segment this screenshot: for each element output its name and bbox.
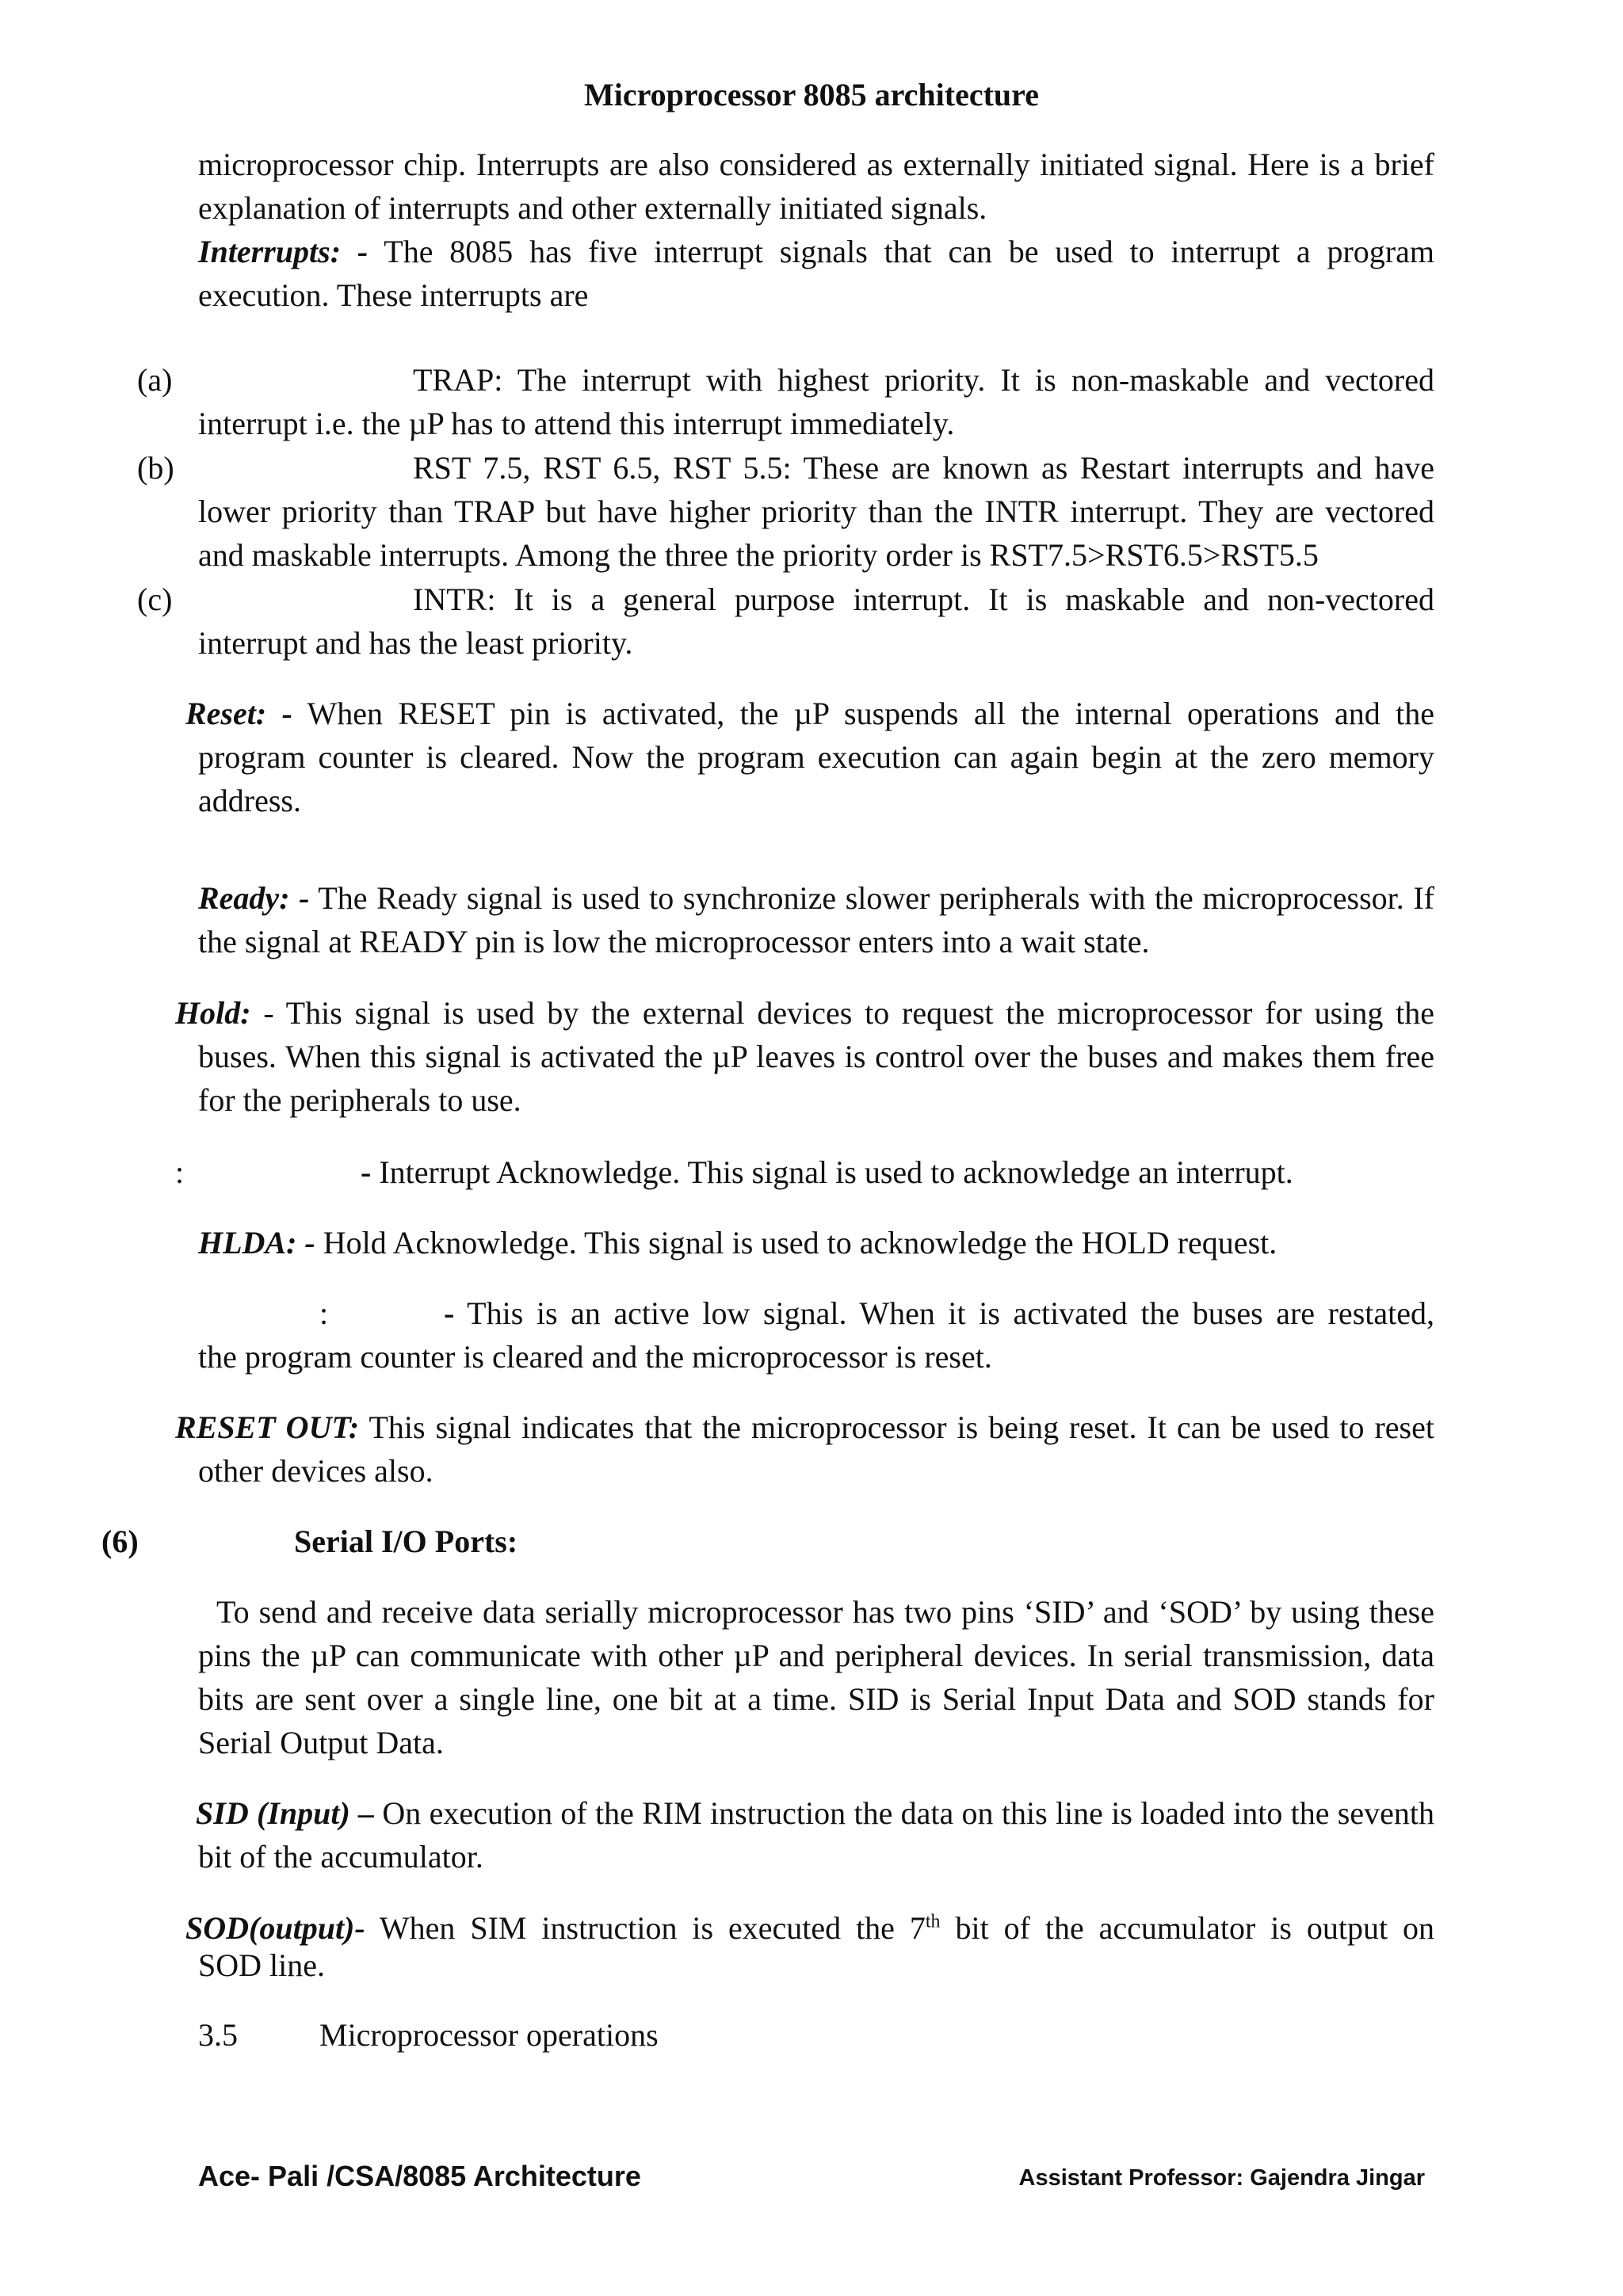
- reset-in-rest: the program counter is cleared and the microprocessor is reset.: [198, 1339, 992, 1375]
- section-title: Microprocessor operations: [319, 2017, 659, 2053]
- ready-paragraph: [198, 876, 1434, 963]
- reset-in-dash: -: [444, 1295, 455, 1331]
- serial-heading: Serial I/O Ports:: [294, 1524, 518, 1559]
- section-number: 3.5: [198, 2017, 238, 2053]
- inta-dash: -: [361, 1154, 372, 1190]
- serial-number: (6): [101, 1524, 139, 1559]
- item-c-marker: (c): [137, 582, 173, 617]
- reset-term: Reset: -: [185, 696, 292, 731]
- reset-in-first: This is an active low signal. When it is activated the buses are restated,: [454, 1295, 1434, 1331]
- sid-term: SID (Input) –: [196, 1795, 375, 1831]
- sod-rest: SOD line.: [198, 1947, 325, 1983]
- reset-out-text: This signal indicates that the microprocessor is being reset. It can be used to reset other devices also.: [198, 1409, 1434, 1489]
- hlda-term: HLDA: -: [198, 1225, 315, 1261]
- page-title: Microprocessor 8085 architecture: [584, 77, 1039, 113]
- item-b-marker: (b): [137, 450, 174, 486]
- hlda-line: [198, 1221, 1277, 1264]
- hold-paragraph: [175, 991, 1434, 1122]
- sod-term: SOD(output)-: [185, 1910, 365, 1946]
- sod-sup: th: [925, 1911, 941, 1932]
- item-c-rest: interrupt and has the least priority.: [198, 625, 633, 661]
- hlda-text: Hold Acknowledge. This signal is used to acknowledge the HOLD request.: [315, 1225, 1277, 1261]
- item-b-rest: lower priority than TRAP but have higher priority than the INTR interrupt. They are vectored and maskable interrupts. Among the three the priority order is RST7.5>RST6.5>RST5.5: [198, 494, 1434, 573]
- ready-text: The Ready signal is used to synchronize slower peripherals with the microprocessor. If the signal at READY pin is low the microprocessor enters into a wait state.: [198, 880, 1435, 959]
- inta-text: Interrupt Acknowledge. This signal is used to acknowledge an interrupt.: [371, 1154, 1293, 1190]
- item-a-rest: interrupt i.e. the µP has to attend this interrupt immediately.: [198, 406, 955, 441]
- reset-in-colon: :: [319, 1295, 329, 1331]
- item-a-marker: (a): [137, 362, 173, 398]
- inta-line: [361, 1150, 1293, 1194]
- sid-paragraph: [198, 1791, 1434, 1878]
- reset-out-term: RESET OUT:: [175, 1409, 360, 1445]
- hold-text: - This signal is used by the external devices to request the microprocessor for using the buses. When this signal is activated the µP leaves is control over the buses and makes them free for the peripherals to use.: [198, 995, 1434, 1118]
- intro-paragraph: microprocessor chip. Interrupts are also considered as externally initiated signal. Here is a brief explanation of interrupts and other externally initiated signals.: [198, 147, 1434, 226]
- footer-right: Assistant Professor: Gajendra Jingar: [1018, 2165, 1425, 2191]
- sod-text-before: When SIM instruction is executed the 7: [365, 1910, 926, 1946]
- ready-term: Ready: -: [198, 880, 310, 916]
- reset-text: When RESET pin is activated, the µP suspends all the internal operations and the program counter is cleared. Now the program execution can again begin at the zero memory address.: [198, 696, 1434, 818]
- serial-paragraph: To send and receive data serially microprocessor has two pins ‘SID’ and ‘SOD’ by using these pins the µP can communicate with other µP and peripheral devices. In serial transmission, data bits are sent over a single line, one bit at a time. SID is Serial Input Data and SOD stands for Serial Output Data.: [198, 1594, 1434, 1760]
- reset-out-paragraph: [175, 1405, 1434, 1493]
- sod-text-after: bit of the accumulator is output on: [940, 1910, 1434, 1946]
- hold-term: Hold:: [175, 995, 251, 1031]
- reset-paragraph: [185, 692, 1434, 822]
- item-a-first-line: TRAP: The interrupt with highest priority. It is non-maskable and vectored: [413, 362, 1434, 398]
- item-b-first-line: RST 7.5, RST 6.5, RST 5.5: These are known as Restart interrupts and have: [413, 450, 1434, 486]
- sod-first-line: [185, 1906, 1434, 1950]
- interrupts-paragraph: [198, 230, 1434, 317]
- interrupts-text: The 8085 has five interrupt signals that can be used to interrupt a program execution. These interrupts are: [198, 234, 1434, 313]
- item-c-first-line: INTR: It is a general purpose interrupt. It is maskable and non-vectored: [413, 582, 1434, 617]
- interrupts-term: Interrupts: -: [198, 234, 369, 269]
- reset-in-first-line: [444, 1291, 1434, 1335]
- sid-text: On execution of the RIM instruction the data on this line is loaded into the seventh bit of the accumulator.: [198, 1795, 1434, 1875]
- footer-left: Ace- Pali /CSA/8085 Architecture: [198, 2160, 641, 2192]
- inta-colon: :: [175, 1154, 185, 1190]
